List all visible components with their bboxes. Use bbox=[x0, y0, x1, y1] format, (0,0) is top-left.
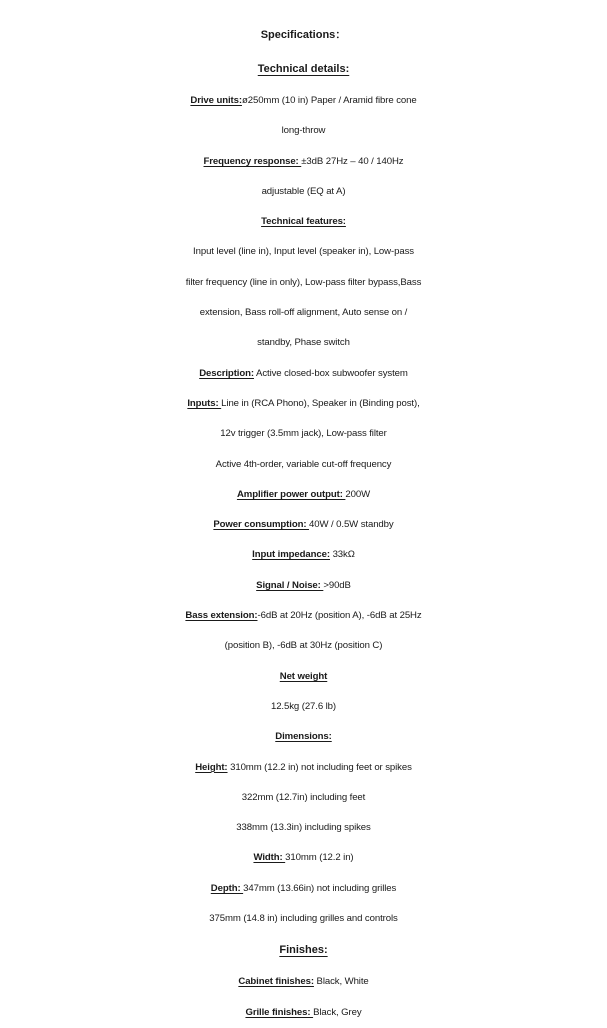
spec-input-impedance bbox=[0, 540, 607, 570]
spec-depth bbox=[0, 874, 607, 904]
spec-value: 200W bbox=[345, 488, 371, 500]
spec-label: Dimensions: bbox=[275, 731, 332, 743]
spec-label: Power consumption: bbox=[213, 519, 310, 531]
spec-label: Width: bbox=[253, 852, 286, 864]
spec-dimensions bbox=[0, 722, 607, 752]
spec-label: Description: bbox=[199, 367, 254, 379]
spec-height bbox=[0, 753, 607, 783]
spec-grille-finishes bbox=[0, 998, 607, 1028]
spec-label: Height: bbox=[195, 761, 228, 773]
spec-label: Depth: bbox=[210, 882, 244, 894]
spec-value-line: 322mm (12.7in) including feet bbox=[241, 791, 366, 803]
spec-value-line: (position B), -6dB at 30Hz (position C) bbox=[224, 640, 383, 652]
spec-value: 310mm (12.2 in) bbox=[285, 852, 354, 864]
spec-value: Black, Grey bbox=[313, 1006, 362, 1018]
spec-value-line: standby, Phase switch bbox=[257, 337, 350, 349]
spec-value: 33kΩ bbox=[330, 549, 355, 561]
spec-label: Signal / Noise: bbox=[256, 579, 324, 591]
spec-inputs bbox=[0, 389, 607, 419]
spec-width bbox=[0, 843, 607, 873]
spec-bass-extension bbox=[0, 601, 607, 631]
spec-label: Inputs: bbox=[187, 397, 222, 409]
section-heading-finishes: Finishes: bbox=[279, 944, 328, 957]
spec-label: Cabinet finishes: bbox=[238, 976, 314, 988]
section-heading-technical-details: Technical details: bbox=[257, 63, 350, 75]
spec-value-line: filter frequency (line in only), Low-pass filter bypass,Bass bbox=[185, 276, 422, 288]
spec-value-line: 12.5kg (27.6 lb) bbox=[270, 700, 337, 712]
spec-value-line: extension, Bass roll-off alignment, Auto sense on / bbox=[199, 307, 408, 319]
spec-description bbox=[0, 359, 607, 389]
spec-value: 310mm (12.2 in) not including feet or spikes bbox=[227, 761, 412, 773]
spec-value-line: 375mm (14.8 in) including grilles and controls bbox=[209, 913, 398, 925]
spec-label: Net weight bbox=[279, 670, 328, 682]
spec-value: ø250mm (10 in) Paper / Aramid fibre cone bbox=[241, 95, 417, 106]
spec-label: Frequency response: bbox=[203, 155, 302, 167]
spec-frequency-response bbox=[0, 147, 607, 177]
spec-signal-noise bbox=[0, 571, 607, 601]
spec-value-line: Active 4th-order, variable cut-off frequency bbox=[215, 458, 392, 470]
spec-value: 40W / 0.5W standby bbox=[309, 519, 394, 531]
spec-amplifier-power bbox=[0, 480, 607, 510]
spec-value-line: 12v trigger (3.5mm jack), Low-pass filter bbox=[220, 428, 387, 440]
spec-value: >90dB bbox=[323, 579, 351, 591]
spec-power-consumption bbox=[0, 510, 607, 540]
page-title: Specifications： bbox=[260, 29, 347, 41]
spec-value: Line in (RCA Phono), Speaker in (Binding post), bbox=[221, 397, 420, 409]
spec-label: Grille finishes: bbox=[245, 1006, 314, 1018]
spec-value-line: 338mm (13.3in) including spikes bbox=[236, 822, 371, 834]
spec-value: Black, White bbox=[313, 976, 369, 988]
spec-net-weight bbox=[0, 662, 607, 692]
spec-value: -6dB at 20Hz (position A), -6dB at 25Hz bbox=[257, 610, 422, 622]
spec-value-line: adjustable (EQ at A) bbox=[261, 185, 346, 197]
spec-technical-features bbox=[0, 207, 607, 237]
spec-value-line: long-throw bbox=[281, 125, 326, 137]
spec-value: Active closed-box subwoofer system bbox=[253, 367, 408, 379]
spec-drive-units bbox=[0, 86, 607, 116]
spec-label: Drive units: bbox=[190, 95, 242, 106]
spec-value-line: Input level (line in), Input level (speaker in), Low-pass bbox=[193, 246, 414, 258]
spec-label: Input impedance: bbox=[252, 549, 330, 561]
spec-cabinet-finishes bbox=[0, 967, 607, 997]
spec-value: 347mm (13.66in) not including grilles bbox=[243, 882, 397, 894]
spec-label: Bass extension: bbox=[185, 610, 258, 622]
spec-value: ±3dB 27Hz – 40 / 140Hz bbox=[301, 155, 404, 167]
spec-label: Technical features: bbox=[261, 216, 346, 228]
spec-label: Amplifier power output: bbox=[236, 488, 346, 500]
